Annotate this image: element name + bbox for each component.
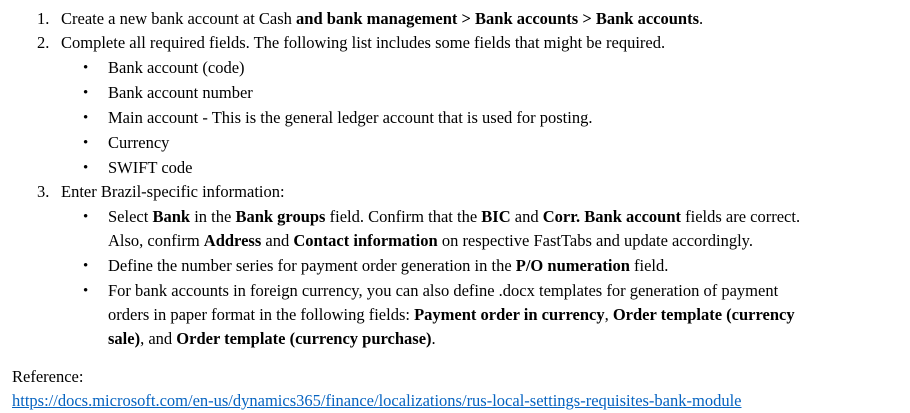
list-item: • SWIFT code: [61, 156, 904, 180]
bullet-icon: •: [83, 60, 89, 76]
list-item: • Bank account number: [61, 81, 904, 105]
menu-path: and bank management > Bank accounts > Bank accounts: [296, 9, 700, 28]
step-text: Create a new bank account at Cash and bank management > Bank accounts > Bank accounts.: [61, 9, 704, 28]
list-item: • Define the number series for payment order generation in the P/O numeration field.: [61, 254, 904, 278]
step-2: [12, 31, 904, 180]
step-1: [12, 7, 904, 31]
list-item: • Bank account (code): [61, 56, 904, 80]
steps-list: [12, 7, 904, 351]
bullet-icon: •: [83, 283, 89, 299]
bullet-icon: •: [83, 85, 89, 101]
step-text: Complete all required fields. The following list includes some fields that might be required.: [61, 33, 666, 52]
step-number: 3.: [37, 182, 50, 201]
brazil-info-list: [61, 205, 904, 351]
list-item: • Currency: [61, 131, 904, 155]
bullet-icon: •: [83, 135, 89, 151]
list-item: • Main account - This is the general ledger account that is used for posting.: [61, 106, 904, 130]
step-3: [12, 180, 904, 351]
step-number: 2.: [37, 33, 50, 52]
step-text: Enter Brazil-specific information:: [61, 182, 285, 201]
bullet-icon: •: [83, 110, 89, 126]
reference-label: Reference:: [12, 367, 84, 386]
reference-section: [12, 365, 904, 413]
list-item: • For bank accounts in foreign currency, you can also define .docx templates for generation of payment orders in paper format in the following fields: Payment order in currency, Order template (currency sale), and Order template (currency purchase).: [83, 281, 795, 348]
document-body: [12, 7, 904, 413]
required-fields-list: [61, 56, 904, 180]
step-number: 1.: [37, 9, 50, 28]
bullet-icon: •: [83, 209, 89, 225]
reference-link[interactable]: https://docs.microsoft.com/en-us/dynamics365/finance/localizations/rus-local-settings-requisites-bank-module: [12, 391, 742, 410]
bullet-icon: •: [83, 160, 89, 176]
list-item: • Select Bank in the Bank groups field. Confirm that the BIC and Corr. Bank account fields are correct. Also, confirm Address and Contact information on respective FastTabs and update accordingly.: [83, 207, 801, 250]
bullet-icon: •: [83, 258, 89, 274]
